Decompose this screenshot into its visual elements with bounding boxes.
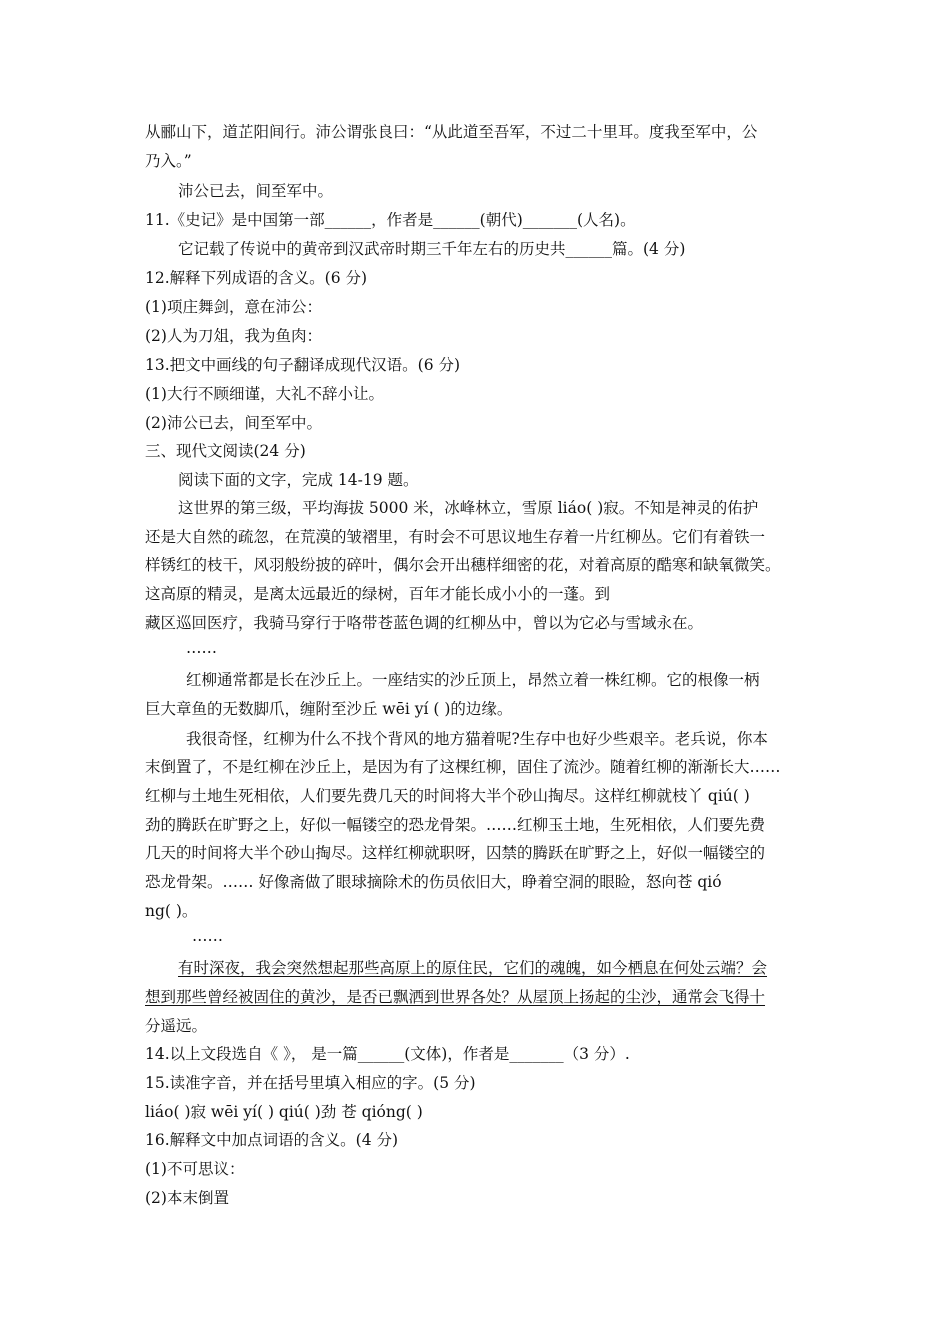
text-line: 巨大章鱼的无数脚爪，缠附至沙丘 wēi yí ( )的边缘。 <box>145 700 513 718</box>
question-14: 14.以上文段选自《 》， 是一篇______(文体)，作者是_______（3 分）. <box>145 1045 630 1063</box>
text-line: 这世界的第三级，平均海拔 5000 米，冰峰林立，雪原 liáo( )寂。不知是神灵的佑护 <box>178 499 759 517</box>
question-13: 13.把文中画线的句子翻译成现代汉语。(6 分) <box>145 356 461 374</box>
question-15: 15.读准字音，并在括号里填入相应的字。(5 分) <box>145 1074 476 1092</box>
underlined-sentence: 想到那些曾经被固住的黄沙，是否已飘洒到世界各处？从屋顶上扬起的尘沙，通常会飞得十 <box>145 988 766 1006</box>
text-line: 末倒置了，不是红柳在沙丘上，是因为有了这棵红柳，固住了流沙。随着红柳的渐渐长大…… <box>145 758 781 776</box>
text-line: 从郦山下，道芷阳间行。沛公谓张良曰：“从此道至吾军，不过二十里耳。度我至军中，公 <box>145 123 758 141</box>
question-12: 12.解释下列成语的含义。(6 分) <box>145 269 368 287</box>
text-line: 还是大自然的疏忽，在荒漠的皱褶里，有时会不可思议地生存着一片红柳丛。它们有着铁一 <box>145 528 766 546</box>
text-line: 这高原的精灵，是离太远最近的绿树，百年才能长成小小的一蓬。到 <box>145 585 611 603</box>
text-line: 样锈红的枝干，风羽般纷披的碎叶，偶尔会开出穗样细密的花，对着高原的酷寒和缺氧微笑。 <box>145 556 781 574</box>
text-line: (2)人为刀俎，我为鱼肉： <box>145 327 322 345</box>
text-line: 它记载了传说中的黄帝到汉武帝时期三千年左右的历史共______篇。(4 分) <box>178 240 686 258</box>
text-line: 恐龙骨架。…… 好像斋做了眼球摘除术的伤员依旧大，睁着空洞的眼睑，怒向苍 qió <box>145 873 722 891</box>
text-line: 几天的时间将大半个砂山掏尽。这样红柳就职呀，囚禁的腾跃在旷野之上，好似一幅镂空的 <box>145 844 766 862</box>
text-line: 我很奇怪，红柳为什么不找个背风的地方猫着呢?生存中也好少些艰辛。老兵说，你本 <box>186 730 768 748</box>
question-11: 11.《史记》是中国第一部______，作者是______(朝代)_______(人名)。 <box>145 211 636 229</box>
question-16: 16.解释文中加点词语的含义。(4 分) <box>145 1131 399 1149</box>
underlined-sentence: 有时深夜，我会突然想起那些高原上的原住民，它们的魂魄，如今栖息在何处云端？会 <box>178 959 768 977</box>
text-line: 乃入。” <box>145 152 192 170</box>
ellipsis-line: …… <box>192 927 223 945</box>
text-line: (2)沛公已去，间至军中。 <box>145 414 322 432</box>
text-line: ng( )。 <box>145 902 198 920</box>
section-heading: 三、现代文阅读(24 分) <box>145 442 306 460</box>
text-line: 分遥远。 <box>145 1017 208 1035</box>
text-line: 劲的腾跃在旷野之上，好似一幅镂空的恐龙骨架。……红柳玉土地，生死相依，人们要先费 <box>145 816 766 834</box>
text-line: 红柳与土地生死相依，人们要先费几天的时间将大半个砂山掏尽。这样红柳就枝丫 qiú( ) <box>145 787 750 805</box>
text-line: 藏区巡回医疗，我骑马穿行于咯带苍蓝色调的红柳丛中，曾以为它必与雪域永在。 <box>145 614 704 632</box>
text-line: (1)项庄舞剑，意在沛公： <box>145 298 322 316</box>
text-line: (1)大行不顾细谨，大礼不辞小让。 <box>145 385 384 403</box>
ellipsis-line: …… <box>186 639 217 657</box>
text-line: 沛公已去，间至军中。 <box>178 182 334 200</box>
text-line: 阅读下面的文字，完成 14-19 题。 <box>178 471 419 489</box>
text-line: (2)本末倒置 <box>145 1189 229 1207</box>
text-line: 红柳通常都是长在沙丘上。一座结实的沙丘顶上，昂然立着一株红柳。它的根像一柄 <box>186 671 760 689</box>
text-line: (1)不可思议： <box>145 1160 245 1178</box>
pinyin-blanks: liáo( )寂 wēi yí( ) qiú( )劲 苍 qióng( ) <box>145 1103 423 1121</box>
